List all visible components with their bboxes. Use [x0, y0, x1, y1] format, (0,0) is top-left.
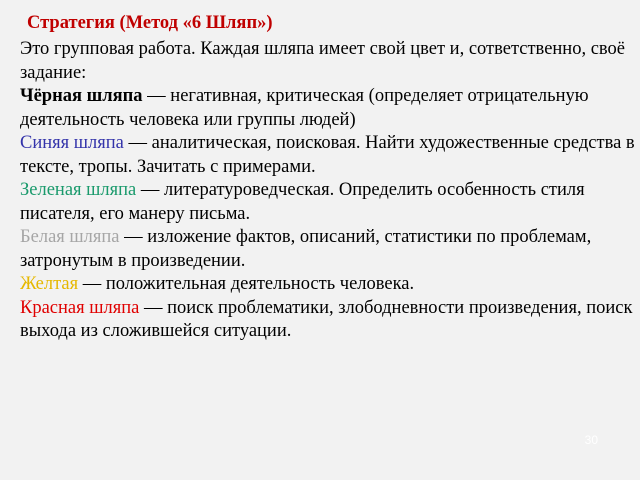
hat-blue-name: Синяя шляпа: [20, 133, 124, 153]
hat-yellow-name: Желтая: [20, 274, 79, 294]
slide-number: 30: [584, 433, 598, 447]
intro-paragraph: Это групповая работа. Каждая шляпа имеет свой цвет и, сответственно, своё задание:: [20, 39, 625, 83]
hat-red-description: — поиск проблематики, злободневности произведения, поиск выхода из сложившейся ситуации.: [20, 297, 633, 341]
hat-white-name: Белая шляпа: [20, 227, 120, 247]
slide-body: [20, 38, 635, 344]
hat-blue-description: — аналитическая, поисковая. Найти художественные средства в тексте, тропы. Зачитать с примерами.: [20, 133, 635, 177]
hat-green-name: Зеленая шляпа: [20, 180, 137, 200]
hat-green-item: [20, 179, 635, 226]
hat-blue-item: [20, 132, 635, 179]
hat-yellow-description: — положительная деятельность человека.: [78, 274, 415, 294]
hat-yellow-item: [20, 273, 635, 297]
hat-black-description: — негативная, критическая (определяет отрицательную деятельность человека или группы людей): [20, 86, 589, 130]
hat-black-item: [20, 85, 635, 132]
hat-white-item: [20, 226, 635, 273]
hat-white-description: — изложение фактов, описаний, статистики по проблемам, затронутым в произведении.: [20, 227, 592, 271]
hat-black-name: Чёрная шляпа: [20, 86, 143, 106]
slide-title: Стратегия (Метод «6 Шляп»): [27, 13, 273, 33]
hat-red-name: Красная шляпа: [20, 297, 140, 318]
hat-red-item: [20, 297, 635, 344]
hat-green-description: — литературоведческая. Определить особенность стиля писателя, его манеру письма.: [20, 180, 585, 224]
